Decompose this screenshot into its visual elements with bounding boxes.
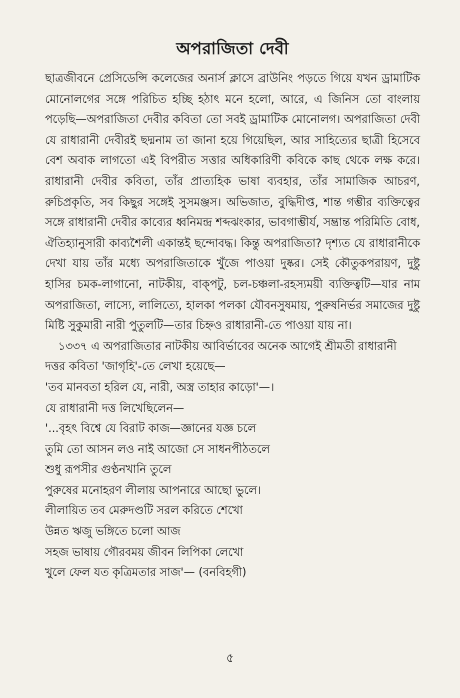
text-line: যে রাধারানী দত্ত লিখেছিলেন— xyxy=(45,401,185,415)
page-title: অপরাজিতা দেবী xyxy=(176,39,289,58)
verse-line: উন্নত ঋজু ভঙ্গিতে চলো আজ xyxy=(45,525,181,539)
verse-line: সহজ ভাষায় গৌরবময় জীবন লিপিকা লেখো xyxy=(45,545,244,559)
paragraph-1: ছাত্রজীবনে প্রেসিডেন্সি কলেজের অনার্স ক্লাসে ব্রাউনিং পড়তে গিয়ে যখন ড্রামাটিক মোনোলগের সঙ্গে পরিচিত হচ্ছি হঠাৎ মনে হলো, আরে, এ জিনিস তো বাংলায় পড়েছি—অপরাজিতা দেবীর কবিতা তো সবই ড্রামাটিক মোনোলগ। অপরাজিতা দেবী যে রাধারানী দেবীরই ছদ্মনাম তা জানা হয়ে গিয়েছিল, আর সাহিত্যের ছাত্রী হিসেবে বেশ অবাক লাগতো এই বিপরীত সত্তার অধিকারিণী কবিকে কাছ থেকে লক্ষ করে। রাধারানী দেবীর কবিতা, তাঁর প্রাত্যহিক ভাষা ব্যবহার, তাঁর সামাজিক আচরণ, রুচিপ্রকৃতি, সব কিছুর সঙ্গেই সুসমঞ্জস। অভিজাত, বুদ্ধিদীপ্ত, শান্ত গম্ভীর ব্যক্তিত্বের সঙ্গে রাধারানী দেবীর কাব্যের ধ্বনিমন্দ্র শব্দঝংকার, ভাবগাম্ভীর্য, সম্ভ্রান্ত পরিমিতি বোধ, ঐতিহ্যানুসারী কাব্যশৈলী একান্তই ছন্দোবদ্ধ। কিন্তু অপরাজিতা? দৃশ্যত যে রাধারানীকে দেখা যায় তাঁর মধ্যে অপরাজিতাকে খুঁজে পাওয়া দুষ্কর। সেই কৌতুকপরায়ণ, দুষ্টু হাসির চমক-লাগানো, নাটকীয়, বাক্পটু, চল-চঞ্চলা-রহস্যময়ী ব্যক্তিত্বটি—যার নাম অপরাজিতা, লাস্যে, লালিত্যে, হালকা পলকা যৌবনসুষমায়, পুরুষনির্ভর সমাজের দুষ্টু মিষ্টি সুকুমারী নারী পুতুলটি—তার চিহ্নও রাধারানী-তে পাওয়া যায় না। xyxy=(45,72,420,333)
verse-line: লীলায়িত তব মেরুদণ্ডটি সরল করিতে শেখো xyxy=(45,504,243,518)
verse-line: '...বৃহৎ বিশ্বে যে বিরাট কাজ—জ্ঞানের যজ্ঞ চলে xyxy=(45,422,256,436)
verse-line: পুরুষের মনোহরণ লীলায় আপনারে আছো ভুলে। xyxy=(45,483,261,497)
text-line: দত্তর কবিতা 'জাগৃহি'-তে লেখা হয়েছে— xyxy=(45,360,226,374)
verse-line: শুধু রূপসীর গুণ্ঠনখানি তুলে xyxy=(45,463,172,477)
page-number: ৫ xyxy=(226,651,234,665)
verse-line: তুমি তো আসন লও নাই আজো সে সাধনপীঠতলে xyxy=(45,442,270,456)
body-text xyxy=(45,69,420,584)
verse-line: খুলে ফেল যত কৃত্রিমতার সাজ'— (বনবিহগী) xyxy=(45,566,247,580)
paragraph-2 xyxy=(45,337,420,584)
quote-line: 'তব মানবতা হরিল যে, নারী, অস্ত্র তাহার কাড়ো'—। xyxy=(45,380,275,394)
text-line: ১৩৩৭ এ অপরাজিতার নাটকীয় আবির্ভাবের অনেক আগেই শ্রীমতী রাধারানী xyxy=(58,339,397,353)
